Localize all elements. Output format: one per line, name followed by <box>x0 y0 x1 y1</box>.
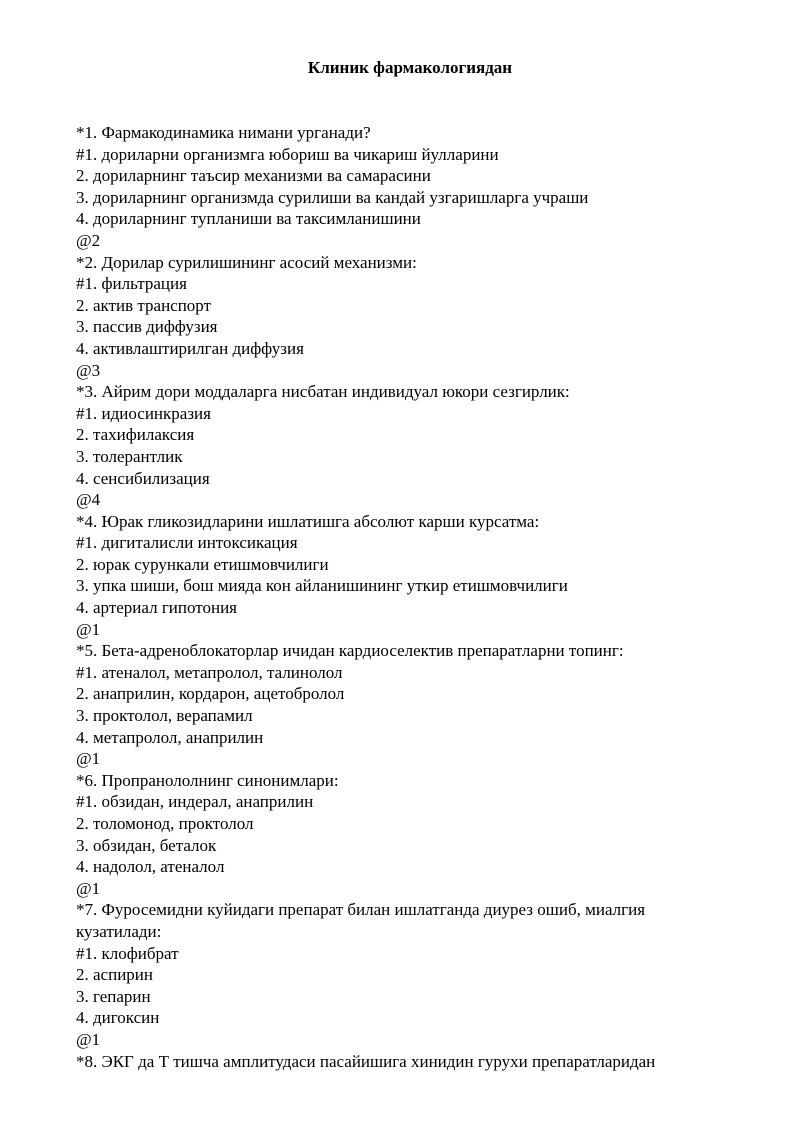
answer-key-line: @3 <box>76 360 101 380</box>
option-line: 4. дигоксин <box>76 1008 160 1028</box>
option-line: #1. дигиталисли интоксикация <box>76 533 298 553</box>
option-line: #1. идиосинкразия <box>76 403 211 423</box>
question-line: *1. Фармакодинамика нимани урганади? <box>76 123 371 142</box>
option-line: 4. активлаштирилган диффузия <box>76 338 304 358</box>
question-line: *6. Пропранололнинг синонимлари: <box>76 770 339 790</box>
option-line: 3. гепарин <box>76 986 151 1006</box>
option-line: 3. обзидан, беталок <box>76 835 217 855</box>
option-line: 3. дориларнинг организмда сурилиши ва кандай узгаришларга учраши <box>76 187 589 207</box>
answer-key-line: @2 <box>76 230 101 250</box>
answer-key-line: @4 <box>76 490 101 510</box>
option-line: 2. анаприлин, кордарон, ацетобролол <box>76 684 345 704</box>
option-line: 2. аспирин <box>76 965 153 985</box>
option-line: 3. проктолол, верапамил <box>76 706 253 726</box>
option-line: 3. толерантлик <box>76 446 183 466</box>
question-line: *3. Айрим дори моддаларга нисбатан индивидуал юкори сезгирлик: <box>76 382 570 402</box>
question-line: *8. ЭКГ да Т тишча амплитудаси пасайишига хинидин гурухи препаратларидан <box>76 1051 656 1071</box>
option-line: 2. толомонод, проктолол <box>76 814 254 833</box>
answer-key-line: @1 <box>76 1029 101 1049</box>
answer-key-line: @1 <box>76 619 101 639</box>
option-line: 4. сенсибилизация <box>76 468 210 488</box>
page-title: Клиник фармакологиядан <box>307 58 513 77</box>
option-line: 3. упка шиши, бош мияда кон айланишининг уткир етишмовчилиги <box>76 576 568 596</box>
answer-key-line: @1 <box>76 749 101 769</box>
option-line: #1. атеналол, метапролол, талинолол <box>76 662 343 682</box>
option-line: 4. артериал гипотония <box>76 598 237 618</box>
option-line: #1. клофибрат <box>76 943 179 963</box>
question-line: *4. Юрак гликозидларини ишлатишга абсолют карши курсатма: <box>76 511 540 531</box>
document-body <box>76 122 736 1072</box>
text-line: кузатилади: <box>76 921 162 941</box>
answer-key-line: @1 <box>76 878 101 898</box>
question-line: *2. Дорилар сурилишининг асосий механизми: <box>76 252 417 272</box>
option-line: 2. актив транспорт <box>76 295 212 315</box>
question-line: *5. Бета-адреноблокаторлар ичидан кардиоселектив препаратларни топинг: <box>76 641 624 661</box>
option-line: #1. дориларни организмга юбориш ва чикариш йулларини <box>76 144 499 164</box>
option-line: 4. метапролол, анаприлин <box>76 727 264 747</box>
option-line: 4. надолол, атеналол <box>76 857 225 877</box>
option-line: 2. юрак сурункали етишмовчилиги <box>76 554 329 574</box>
option-line: 4. дориларнинг тупланиши ва таксимланишини <box>76 209 421 229</box>
option-line: #1. обзидан, индерал, анаприлин <box>76 792 314 812</box>
option-line: 3. пассив диффузия <box>76 317 218 337</box>
option-line: 2. дориларнинг таъсир механизми ва самарасини <box>76 166 431 186</box>
option-line: #1. фильтрация <box>76 274 187 294</box>
option-line: 2. тахифилаксия <box>76 425 195 445</box>
question-line: *7. Фуросемидни куйидаги препарат билан ишлатганда диурез ошиб, миалгия <box>76 900 646 920</box>
